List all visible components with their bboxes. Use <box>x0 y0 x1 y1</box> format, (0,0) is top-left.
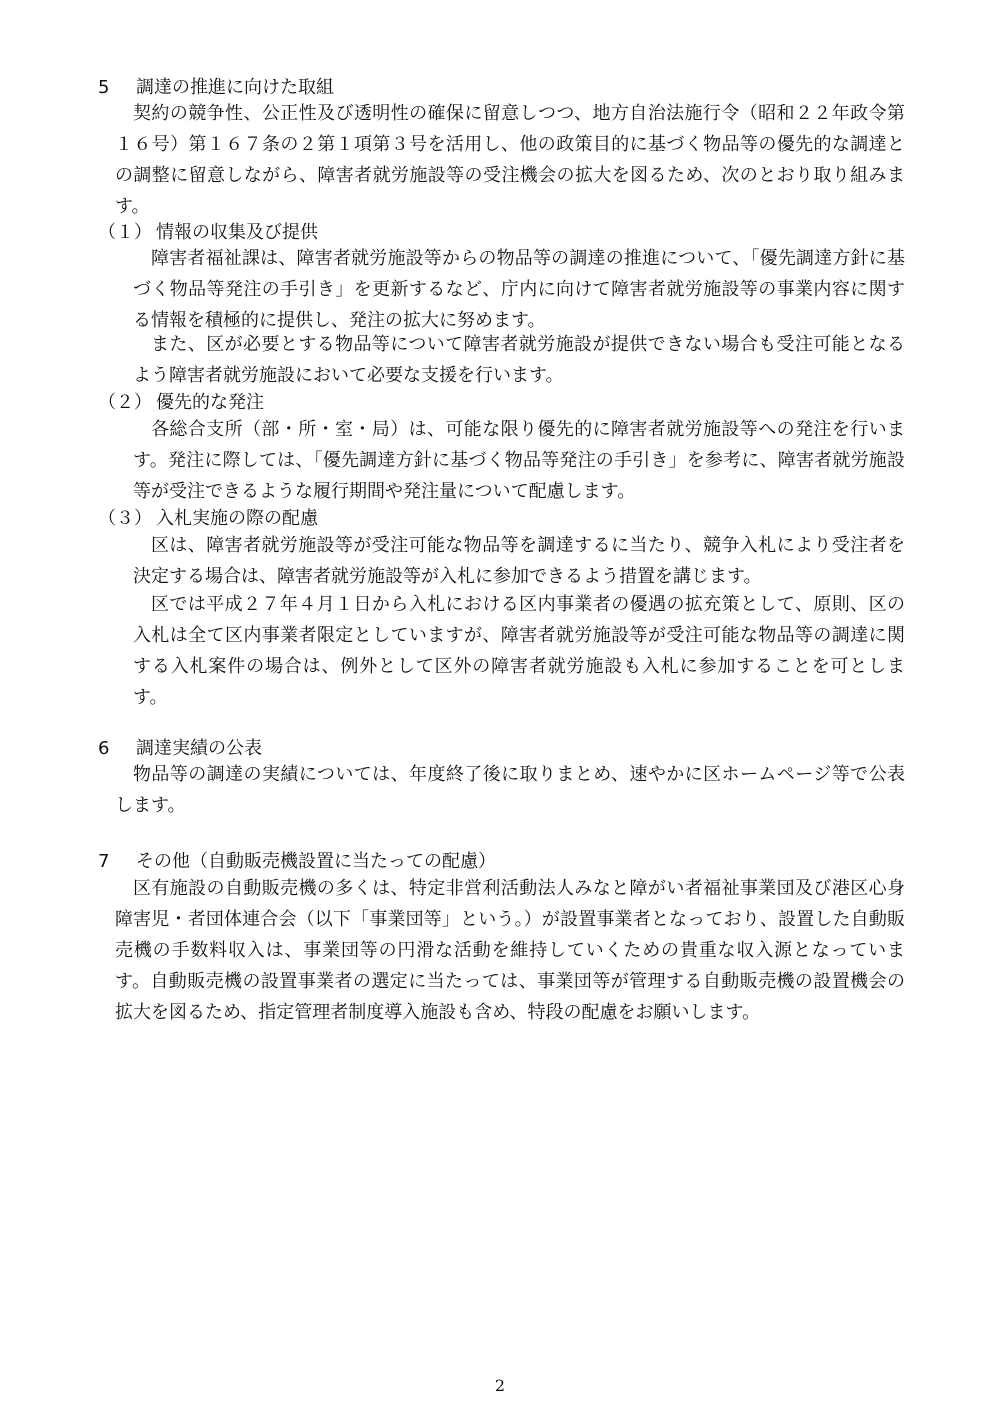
section-7-paragraph-1: 区有施設の自動販売機の多くは、特定非営利活動法人みなと障がい者福祉事業団及び港区心身障害児・者団体連合会（以下「事業団等」という。）が設置事業者となっており、設置した自動販売機の手数料収入は、事業団等の円滑な活動を維持していくための貴重な収入源となっています。自動販売機の設置事業者の選定に当たっては、事業団等が管理する自動販売機の設置機会の拡大を図るため、指定管理者制度導入施設も含め、特段の配慮をお願いします。 <box>115 878 905 1023</box>
section-5-title: 調達の推進に向けた取組 <box>136 77 334 98</box>
subsection-2-paragraph-1: 各総合支所（部・所・室・局）は、可能な限り優先的に障害者就労施設等への発注を行います。発注に際しては、「優先調達方針に基づく物品等発注の手引き」を参考に、障害者就労施設等が受注できるような履行期間や発注量について配慮します。 <box>133 419 905 502</box>
subsection-3-paragraph-2: 区では平成２７年４月１日から入札における区内事業者の優遇の拡充策として、原則、区の入札は全て区内事業者限定としていますが、障害者就労施設等が受注可能な物品等の調達に関する入札案件の場合は、例外として区外の障害者就労施設も入札に参加することを可とします。 <box>133 594 905 708</box>
subsection-1-label: （１） <box>98 222 152 243</box>
subsection-3-title: 入札実施の際の配慮 <box>156 508 318 529</box>
section-5-intro: 契約の競争性、公正性及び透明性の確保に留意しつつ、地方自治法施行令（昭和２２年政令第１６号）第１６７条の２第１項第３号を活用し、他の政策目的に基づく物品等の優先的な調達との調整に留意しながら、障害者就労施設等の受注機会の拡大を図るため、次のとおり取り組みます。 <box>115 103 905 217</box>
section-7-number: 7 <box>98 851 110 872</box>
subsection-1-paragraph-1: 障害者福祉課は、障害者就労施設等からの物品等の調達の推進について、「優先調達方針に基づく物品等発注の手引き」を更新するなど、庁内に向けて障害者就労施設等の事業内容に関する情報を積極的に提供し、発注の拡大に努めます。 <box>133 248 905 331</box>
subsection-1-title: 情報の収集及び提供 <box>156 222 318 243</box>
subsection-2-label: （２） <box>98 392 152 413</box>
section-6-paragraph-1: 物品等の調達の実績については、年度終了後に取りまとめ、速やかに区ホームページ等で公表します。 <box>115 764 905 816</box>
section-6-title: 調達実績の公表 <box>136 738 262 759</box>
subsection-2-title: 優先的な発注 <box>156 392 264 413</box>
subsection-3-paragraph-1: 区は、障害者就労施設等が受注可能な物品等を調達するに当たり、競争入札により受注者を決定する場合は、障害者就労施設等が入札に参加できるよう措置を講じます。 <box>133 535 905 587</box>
section-5-number: 5 <box>98 77 110 98</box>
section-6-number: 6 <box>98 738 110 759</box>
subsection-1-paragraph-2: また、区が必要とする物品等について障害者就労施設が提供できない場合も受注可能となるよう障害者就労施設において必要な支援を行います。 <box>133 334 905 386</box>
page-number: 2 <box>494 1376 506 1395</box>
section-7-title: その他（自動販売機設置に当たっての配慮） <box>136 851 496 872</box>
subsection-3-label: （３） <box>98 508 152 529</box>
